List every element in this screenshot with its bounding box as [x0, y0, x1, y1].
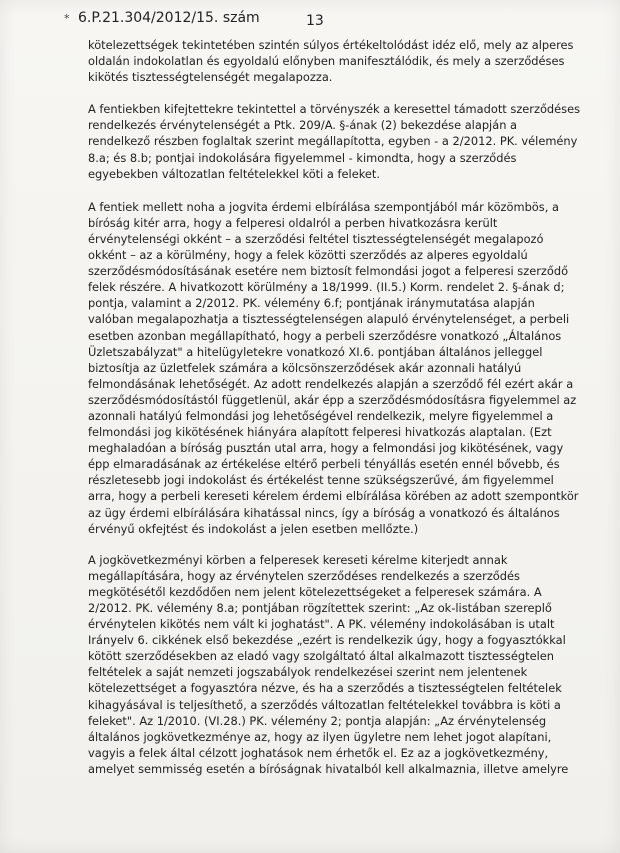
text-line: rendelkezés érvénytelenségét a Ptk. 209/A. §-ának (2) bekezdése alapján a: [88, 118, 518, 133]
text-line: oldalán indokolatlan és egyoldalú előnyben manifesztálódik, és mely a szerződéses: [88, 54, 565, 69]
text-line: biztosítja az üzletfelek számára a kölcsönszerződések akár azonnali hatályú: [88, 360, 522, 375]
text-line: amelyet semmisség esetén a bíróságnak hivatalból kell alkalmaznia, illetve amelyre: [88, 761, 569, 776]
margin-mark: *: [64, 12, 70, 25]
page-number: 13: [306, 13, 324, 29]
text-line: valóban megalapozhatja a tisztességtelenségen alapuló érvénytelenséget, a perbeli: [88, 312, 570, 327]
text-line: arra, hogy a perbeli kereseti kérelem érdemi elbírálása körében az adott szempontkör: [88, 489, 579, 504]
text-line: meghaladóan a bíróság pusztán utal arra, hogy a felmondási jog kikötésének, vagy: [88, 441, 564, 456]
paragraph-1: [88, 37, 574, 85]
text-line: általános jogkövetkezménye az, hogy az ilyen ügyletre nem lehet jogot alapítani,: [88, 729, 552, 744]
text-line: felmondási jog kikötésének hiányára alapított felperesi hivatkozás alaptalan. (Ezt: [88, 425, 552, 440]
text-line: Irányelv 6. cikkének első bekezdése „ezért is rendelkezik úgy, hogy a fogyasztókkal: [88, 633, 566, 648]
text-line: érvénytelenségi okként – a szerződési feltétel tisztességtelenségét megalapozó: [88, 231, 544, 246]
paragraph-3: [88, 199, 579, 537]
text-line: érvénytelen kikötés nem vált ki joghatást". A PK. vélemény indokolásában is utalt: [88, 617, 555, 632]
text-line: vagyis a felek által célzott joghatások nem érhetők el. Ez az a jogkövetkezmény,: [88, 745, 549, 760]
text-line: A jogkövetkezményi körben a felperesek kereseti kérelme kiterjedt annak: [88, 552, 508, 567]
page-header: [0, 8, 620, 32]
text-line: egyebekben változatlan feltételekkel köti a feleket.: [88, 166, 381, 181]
text-line: megállapítására, hogy az érvénytelen szerződéses rendelkezés a szerződés: [88, 568, 520, 583]
text-line: okként – az a körülmény, hogy a felek közötti szerződés az alperes egyoldalú: [88, 248, 528, 263]
text-line: kötött szerződésekben az eladó vagy szolgáltató által alkalmazott tisztességtelen: [88, 649, 554, 664]
text-line: Üzletszabályzat" a hitelügyletekre vonatkozó XI.6. pontjában általános jelleggel: [88, 344, 543, 359]
text-line: megkötésétől kezdődően nem jelent kötelezettségeket a felperesek számára. A: [88, 584, 542, 599]
text-line: felmondásának lehetőségét. Az adott rendelkezés alapján a szerződő fél ezért akár a: [88, 376, 574, 391]
text-line: pontja, valamint a 2/2012. PK. vélemény 6.f; pontjának iránymutatása alapján: [88, 296, 535, 311]
text-line: szerződésmódosításának esetére nem biztosít felmondási jogot a felperesi szerződő: [88, 264, 569, 279]
text-line: feleket". Az 1/2010. (VI.28.) PK. vélemény 2; pontja alapján: „Az érvénytelenség: [88, 713, 547, 728]
text-line: 8.a; és 8.b; pontjai indokolására figyelemmel - kimondta, hogy a szerződés: [88, 150, 517, 165]
text-line: kihagyásával is teljesíthető, a szerződés változatlan feltételekkel továbbra is köti a: [88, 697, 561, 712]
paragraph-2: [88, 101, 581, 181]
text-line: A fentiek mellett noha a jogvita érdemi elbírálása szempontjából már közömbös, a: [88, 199, 559, 214]
text-line: szerződésmódosítástól függetlenül, akár épp a szerződésmódosításra figyelemmel az: [88, 392, 577, 407]
text-line: épp elmaradásának az értékelése eltérő perbeli tényállás esetén ennél bővebb, és: [88, 457, 560, 472]
text-line: kötelezettséget a fogyasztóra nézve, és ha a szerződés a tisztességtelen feltételek: [88, 681, 562, 696]
text-line: bíróság kitér arra, hogy a felperesi oldalról a perben hivatkozásra került: [88, 215, 498, 230]
text-line: A fentiekben kifejtettekre tekintettel a törvényszék a keresettel támadott szerződéses: [88, 102, 581, 117]
text-line: 2/2012. PK. vélemény 8.a; pontjában rögzítettek szerint: „Az ok-listában szereplő: [88, 601, 552, 615]
text-line: felek részére. A hivatkozott körülmény a 18/1999. (II.5.) Korm. rendelet 2. §-ának d;: [88, 280, 565, 295]
text-line: részletesebb jogi indokolást és értékelést tenne szükségszerűvé, ám figyelemmel: [88, 473, 554, 488]
document-body: [88, 37, 581, 777]
text-line: kötelezettségek tekintetében szintén súlyos értékeltolódást idéz elő, mely az alperes: [88, 38, 574, 52]
text-line: esetben azonban megállapítható, hogy a perbeli szerződésre vonatkozó „Általános: [88, 328, 562, 343]
case-number: 6.P.21.304/2012/15. szám: [78, 10, 260, 26]
text-line: feltételek a saját nemzeti jogszabályok rendelkezései szerint nem jelentenek: [88, 665, 528, 680]
text-line: érvényű okfejtést és indokolást a jelen esetben mellőzte.): [88, 521, 419, 536]
text-line: kikötés tisztességtelenségét megalapozza.: [88, 70, 333, 85]
text-line: az ügy érdemi elbírálására kihatással nincs, így a bíróság a vonatkozó és általános: [88, 505, 560, 520]
text-line: azonnali hatályú felmondási jog lehetőségével rendelkezik, melyre figyelemmel a: [88, 408, 554, 423]
text-line: rendelkező részben foglaltak szerint megállapította, egyben - a 2/2012. PK. vélemény: [88, 134, 578, 149]
paragraph-4: [88, 552, 574, 777]
